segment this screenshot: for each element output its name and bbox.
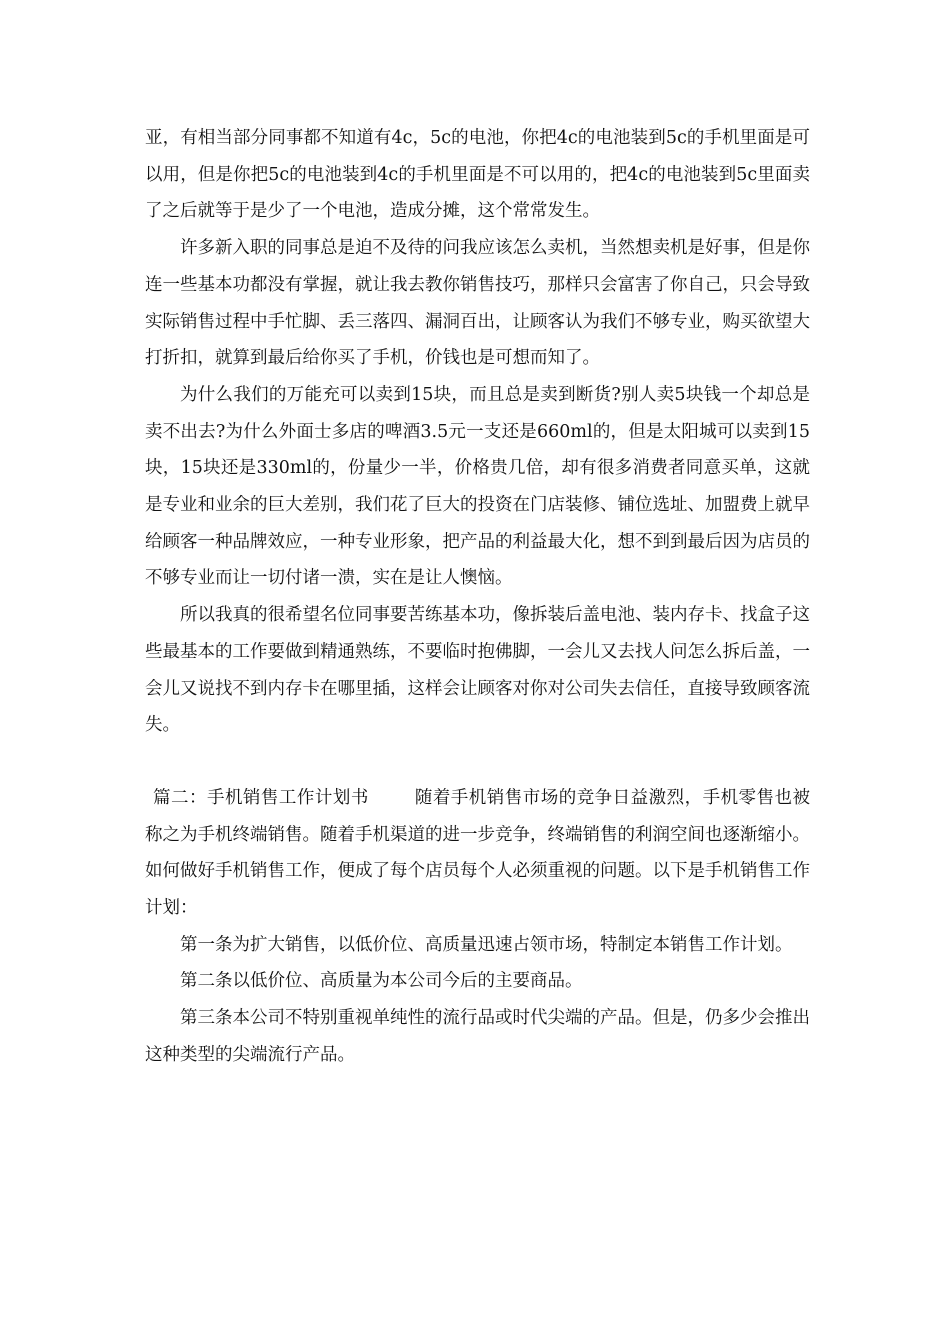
paragraph-article-3: 第三条本公司不特别重视单纯性的流行品或时代尖端的产品。但是，仍多少会推出这种类型的尖端流行产品。	[145, 1008, 810, 1065]
paragraph-practice: 所以我真的很希望名位同事要苦练基本功，像拆装后盖电池、装内存卡、找盒子这些最基本的工作要做到精通熟练，不要临时抱佛脚，一会儿又去找人问怎么拆后盖，一会儿又说找不到内存卡在哪里插，这样会让顾客对你对公司失去信任，直接导致顾客流失。	[145, 605, 810, 736]
section-spacer	[145, 744, 810, 780]
section-heading-paragraph	[145, 780, 810, 927]
paragraph-battery: 亚，有相当部分同事都不知道有4c，5c的电池，你把4c的电池装到5c的手机里面是可以用，但是你把5c的电池装到4c的手机里面是不可以用的，把4c的电池装到5c里面卖了之后就等于是少了一个电池，造成分摊，这个常常发生。	[145, 128, 810, 222]
paragraph-article-2: 第二条以低价位、高质量为本公司今后的主要商品。	[180, 971, 583, 992]
section-intro: 随着手机销售市场的竞争日益激烈，手机零售也被称之为手机终端销售。随着手机渠道的进一步竞争，终端销售的利润空间也逐渐缩小。如何做好手机销售工作，便成了每个店员每个人必须重视的问题。以下是手机销售工作计划：	[145, 787, 811, 919]
paragraph-article-1: 第一条为扩大销售，以低价位、高质量迅速占领市场，特制定本销售工作计划。	[180, 934, 793, 955]
paragraph-pricing: 为什么我们的万能充可以卖到15块，而且总是卖到断货?别人卖5块钱一个却总是卖不出去?为什么外面士多店的啤酒3.5元一支还是660ml的，但是太阳城可以卖到15块，15块还是330ml的，份量少一半，价格贵几倍，却有很多消费者同意买单，这就是专业和业余的巨大差别，我们花了巨大的投资在门店装修、铺位选址、加盟费上就早给顾客一种品牌效应，一种专业形象，把产品的利益最大化，想不到到最后因为店员的不够专业而让一切付诸一溃，实在是让人懊恼。	[145, 384, 810, 589]
document-body	[145, 120, 810, 1074]
section-title: 篇二：手机销售工作计划书	[153, 787, 369, 808]
paragraph-basic-skills: 许多新入职的同事总是迫不及待的问我应该怎么卖机，当然想卖机是好事，但是你连一些基本功都没有掌握，就让我去教你销售技巧，那样只会富害了你自己，只会导致实际销售过程中手忙脚、丢三落四、漏洞百出，让顾客认为我们不够专业，购买欲望大打折扣，就算到最后给你买了手机，价钱也是可想而知了。	[145, 238, 810, 369]
